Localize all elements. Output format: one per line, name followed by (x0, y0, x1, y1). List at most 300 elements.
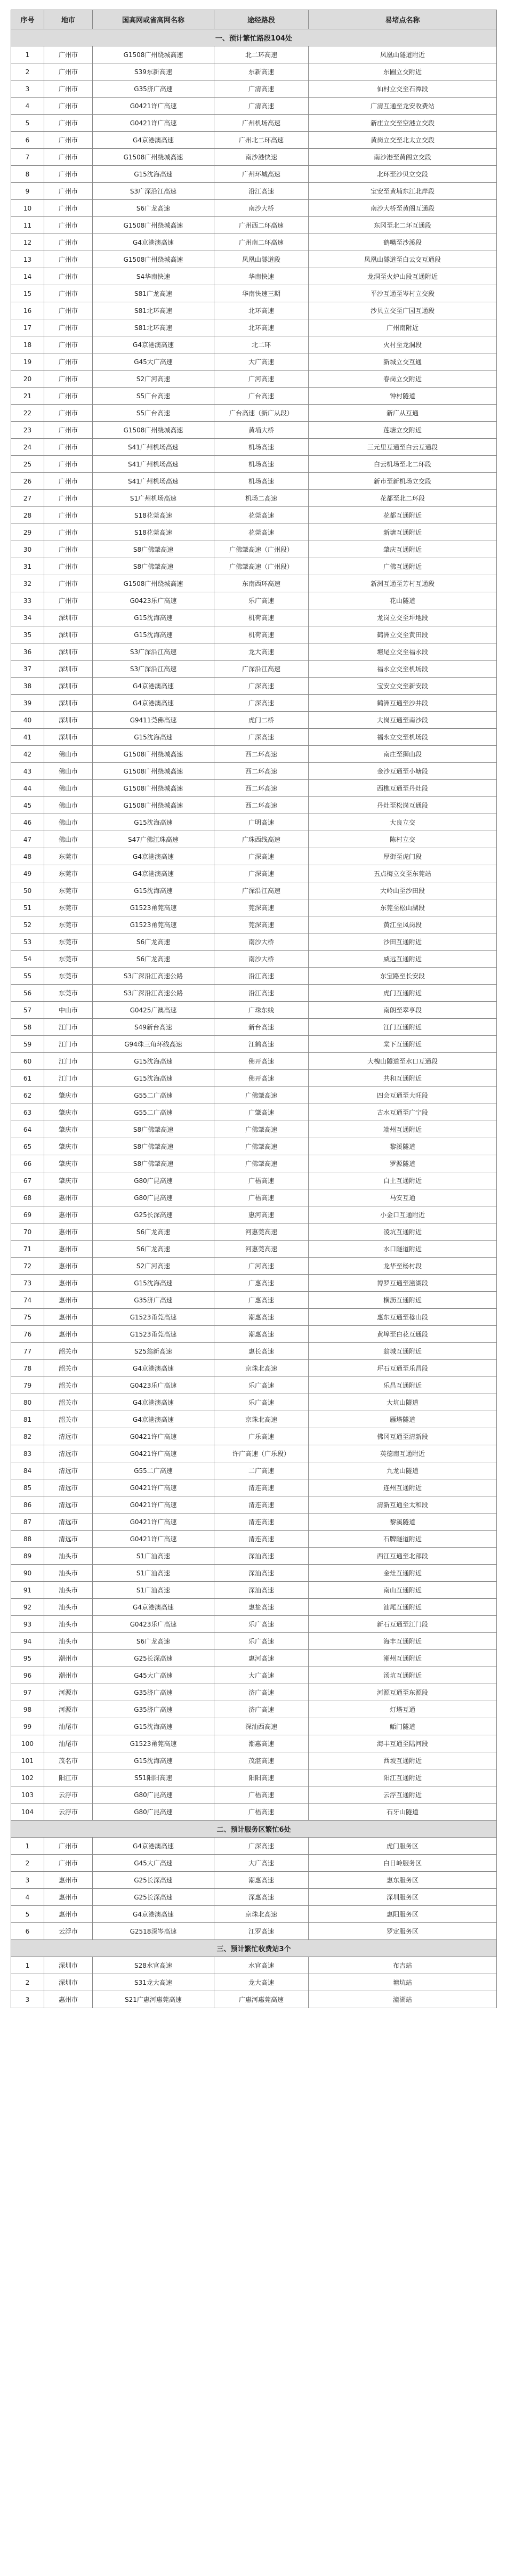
cell-road-section: 西二环高速 (214, 797, 309, 814)
cell-expressway-name: G4京港澳高速 (93, 848, 214, 865)
cell-road-section: 河惠莞高速 (214, 1241, 309, 1258)
cell-serial-number: 36 (11, 643, 44, 661)
cell-serial-number: 14 (11, 268, 44, 285)
cell-road-section: 沿江高速 (214, 968, 309, 985)
cell-city: 肇庆市 (44, 1155, 93, 1172)
cell-congestion-point: 佛冈互通至清新段 (309, 1428, 497, 1445)
cell-congestion-point: 水口隧道附近 (309, 1241, 497, 1258)
cell-expressway-name: S6广龙高速 (93, 200, 214, 217)
cell-expressway-name: G35济广高速 (93, 1701, 214, 1718)
cell-road-section: 广佛肇高速 (214, 1138, 309, 1155)
cell-city: 清远市 (44, 1531, 93, 1548)
cell-road-section: 广佛肇高速（广州段） (214, 541, 309, 558)
cell-road-section: 广明高速 (214, 814, 309, 831)
cell-expressway-name: S81北环高速 (93, 302, 214, 319)
cell-road-section: 广深高速 (214, 848, 309, 865)
cell-expressway-name: G0423乐广高速 (93, 1377, 214, 1394)
cell-serial-number: 67 (11, 1172, 44, 1189)
cell-expressway-name: G15沈海高速 (93, 1070, 214, 1087)
cell-congestion-point: 阳江互通附近 (309, 1769, 497, 1786)
cell-serial-number: 95 (11, 1650, 44, 1667)
cell-congestion-point: 连州互通附近 (309, 1479, 497, 1496)
cell-expressway-name: S1广汕高速 (93, 1565, 214, 1582)
cell-serial-number: 13 (11, 251, 44, 268)
cell-serial-number: 45 (11, 797, 44, 814)
cell-serial-number: 1 (11, 1957, 44, 1974)
cell-expressway-name: S41广州机场高速 (93, 456, 214, 473)
cell-road-section: 深汕西高速 (214, 1718, 309, 1735)
cell-city: 广州市 (44, 524, 93, 541)
cell-serial-number: 12 (11, 234, 44, 251)
cell-serial-number: 99 (11, 1718, 44, 1735)
cell-city: 潮州市 (44, 1650, 93, 1667)
cell-congestion-point: 鹤洲互通至沙井段 (309, 695, 497, 712)
cell-city: 惠州市 (44, 1326, 93, 1343)
cell-city: 河源市 (44, 1701, 93, 1718)
cell-road-section: 东新高速 (214, 63, 309, 80)
cell-road-section: 沿江高速 (214, 985, 309, 1002)
cell-road-section: 二广高速 (214, 1462, 309, 1479)
table-row (11, 1121, 497, 1138)
cell-serial-number: 43 (11, 763, 44, 780)
cell-city: 佛山市 (44, 780, 93, 797)
cell-expressway-name: S51阳阳高速 (93, 1769, 214, 1786)
cell-expressway-name: G35济广高速 (93, 1292, 214, 1309)
cell-serial-number: 53 (11, 933, 44, 951)
cell-road-section: 机场高速 (214, 456, 309, 473)
cell-road-section: 广州南二环高速 (214, 234, 309, 251)
table-row (11, 916, 497, 933)
table-row (11, 1138, 497, 1155)
cell-expressway-name: S28水官高速 (93, 1957, 214, 1974)
table-row (11, 63, 497, 80)
table-row (11, 166, 497, 183)
cell-expressway-name: G15沈海高速 (93, 882, 214, 899)
cell-city: 云浮市 (44, 1804, 93, 1821)
cell-city: 广州市 (44, 183, 93, 200)
cell-serial-number: 59 (11, 1036, 44, 1053)
cell-expressway-name: S18花莞高速 (93, 507, 214, 524)
cell-road-section: 深汕高速 (214, 1548, 309, 1565)
cell-serial-number: 11 (11, 217, 44, 234)
cell-road-section: 乐广高速 (214, 1616, 309, 1633)
cell-road-section: 广深高速 (214, 865, 309, 882)
cell-city: 茂名市 (44, 1752, 93, 1769)
cell-congestion-point: 平沙互通至岑村立交段 (309, 285, 497, 302)
table-row (11, 302, 497, 319)
cell-congestion-point: 新市至新机场立交段 (309, 473, 497, 490)
cell-congestion-point: 英德南互通附近 (309, 1445, 497, 1462)
cell-city: 汕尾市 (44, 1718, 93, 1735)
cell-city: 东莞市 (44, 865, 93, 882)
cell-road-section: 广台高速 (214, 388, 309, 405)
cell-congestion-point: 北环至沙贝立交段 (309, 166, 497, 183)
cell-city: 云浮市 (44, 1786, 93, 1804)
cell-road-section: 广珠东线 (214, 1002, 309, 1019)
table-row (11, 1855, 497, 1872)
cell-road-section: 潮惠高速 (214, 1326, 309, 1343)
table-row (11, 353, 497, 371)
cell-serial-number: 24 (11, 439, 44, 456)
table-row (11, 1923, 497, 1940)
cell-road-section: 广州机场高速 (214, 115, 309, 132)
cell-congestion-point: 龙洞至火炉山段互通附近 (309, 268, 497, 285)
table-row (11, 371, 497, 388)
cell-city: 东莞市 (44, 968, 93, 985)
cell-serial-number: 4 (11, 98, 44, 115)
table-row (11, 1155, 497, 1172)
cell-road-section: 惠盐高速 (214, 1599, 309, 1616)
cell-congestion-point: 福永立交至机场段 (309, 661, 497, 678)
cell-congestion-point: 罗定服务区 (309, 1923, 497, 1940)
table-row (11, 951, 497, 968)
table-row (11, 865, 497, 882)
cell-congestion-point: 南沙港至黄阁立交段 (309, 149, 497, 166)
table-row (11, 132, 497, 149)
cell-serial-number: 93 (11, 1616, 44, 1633)
table-row (11, 473, 497, 490)
cell-expressway-name: G1508广州绕城高速 (93, 797, 214, 814)
cell-city: 广州市 (44, 251, 93, 268)
cell-serial-number: 48 (11, 848, 44, 865)
cell-road-section: 广清高速 (214, 80, 309, 98)
cell-congestion-point: 宝安立交至新安段 (309, 678, 497, 695)
cell-serial-number: 82 (11, 1428, 44, 1445)
cell-road-section: 惠长高速 (214, 1343, 309, 1360)
cell-expressway-name: G25长深高速 (93, 1872, 214, 1889)
table-row (11, 1002, 497, 1019)
cell-congestion-point: 西江互通至北部段 (309, 1548, 497, 1565)
cell-expressway-name: G1523甬莞高速 (93, 1326, 214, 1343)
cell-expressway-name: G80广昆高速 (93, 1786, 214, 1804)
cell-expressway-name: S47广佛江珠高速 (93, 831, 214, 848)
cell-serial-number: 69 (11, 1206, 44, 1223)
cell-road-section: 西二环高速 (214, 780, 309, 797)
cell-expressway-name: G1508广州绕城高速 (93, 217, 214, 234)
cell-serial-number: 3 (11, 1991, 44, 2008)
cell-road-section: 广州西二环高速 (214, 217, 309, 234)
cell-congestion-point: 沙田互通附近 (309, 933, 497, 951)
cell-expressway-name: S3广深沿江高速 (93, 183, 214, 200)
cell-congestion-point: 南庄至狮山段 (309, 746, 497, 763)
cell-road-section: 广佛肇高速（广州段） (214, 558, 309, 575)
cell-city: 清远市 (44, 1445, 93, 1462)
table-row (11, 1735, 497, 1752)
cell-serial-number: 47 (11, 831, 44, 848)
table-row (11, 1582, 497, 1599)
cell-serial-number: 19 (11, 353, 44, 371)
table-row (11, 456, 497, 473)
cell-expressway-name: G0421许广高速 (93, 1479, 214, 1496)
cell-city: 广州市 (44, 592, 93, 609)
cell-serial-number: 78 (11, 1360, 44, 1377)
cell-congestion-point: 鲘门隧道 (309, 1718, 497, 1735)
cell-expressway-name: S3广深沿江高速公路 (93, 985, 214, 1002)
cell-road-section: 花莞高速 (214, 524, 309, 541)
cell-expressway-name: S3广深沿江高速 (93, 643, 214, 661)
cell-expressway-name: S81北环高速 (93, 319, 214, 336)
cell-road-section: 南沙大桥 (214, 933, 309, 951)
table-row (11, 661, 497, 678)
cell-expressway-name: G4京港澳高速 (93, 695, 214, 712)
cell-congestion-point: 凤凰山隧道至白云交互通段 (309, 251, 497, 268)
cell-congestion-point: 塘坑站 (309, 1974, 497, 1991)
cell-serial-number: 42 (11, 746, 44, 763)
cell-expressway-name: G45大广高速 (93, 1667, 214, 1684)
table-row (11, 1394, 497, 1411)
cell-expressway-name: G1508广州绕城高速 (93, 46, 214, 63)
cell-city: 东莞市 (44, 985, 93, 1002)
cell-serial-number: 15 (11, 285, 44, 302)
cell-road-section: 惠河高速 (214, 1650, 309, 1667)
table-row (11, 712, 497, 729)
cell-city: 深圳市 (44, 609, 93, 626)
table-row (11, 780, 497, 797)
cell-expressway-name: G1523甬莞高速 (93, 916, 214, 933)
cell-road-section: 惠河高速 (214, 1206, 309, 1223)
cell-city: 中山市 (44, 1002, 93, 1019)
cell-congestion-point: 陈村立交 (309, 831, 497, 848)
table-row (11, 1241, 497, 1258)
cell-expressway-name: G55二广高速 (93, 1104, 214, 1121)
cell-congestion-point: 五点梅立交至东莞站 (309, 865, 497, 882)
cell-city: 广州市 (44, 473, 93, 490)
cell-serial-number: 73 (11, 1275, 44, 1292)
cell-expressway-name: G25长深高速 (93, 1889, 214, 1906)
cell-serial-number: 39 (11, 695, 44, 712)
cell-serial-number: 54 (11, 951, 44, 968)
cell-expressway-name: G80广昆高速 (93, 1189, 214, 1206)
cell-city: 广州市 (44, 558, 93, 575)
cell-expressway-name: G0421许广高速 (93, 98, 214, 115)
cell-expressway-name: G0421许广高速 (93, 1531, 214, 1548)
cell-expressway-name: S2广河高速 (93, 1258, 214, 1275)
cell-congestion-point: 凤凰山隧道附近 (309, 46, 497, 63)
cell-serial-number: 88 (11, 1531, 44, 1548)
cell-city: 江门市 (44, 1053, 93, 1070)
header-expressway-name: 国高网或省高网名称 (93, 10, 214, 29)
cell-congestion-point: 塘尾立交至福永段 (309, 643, 497, 661)
cell-road-section: 广深高速 (214, 729, 309, 746)
cell-road-section: 虎门二桥 (214, 712, 309, 729)
cell-road-section: 京珠北高速 (214, 1906, 309, 1923)
cell-serial-number: 20 (11, 371, 44, 388)
cell-congestion-point: 大岭山至沙田段 (309, 882, 497, 899)
cell-expressway-name: G1508广州绕城高速 (93, 780, 214, 797)
cell-road-section: 广惠高速 (214, 1275, 309, 1292)
cell-expressway-name: S81广龙高速 (93, 285, 214, 302)
table-row (11, 1650, 497, 1667)
table-row (11, 1786, 497, 1804)
table-row (11, 1496, 497, 1514)
cell-congestion-point: 博罗互通至潼湖段 (309, 1275, 497, 1292)
cell-city: 广州市 (44, 200, 93, 217)
cell-city: 惠州市 (44, 1223, 93, 1241)
cell-congestion-point: 西坡互通附近 (309, 1752, 497, 1769)
cell-congestion-point: 凌坑互通附近 (309, 1223, 497, 1241)
cell-expressway-name: G4京港澳高速 (93, 1411, 214, 1428)
cell-congestion-point: 新塘互通附近 (309, 524, 497, 541)
table-row (11, 1053, 497, 1070)
table-row (11, 592, 497, 609)
cell-road-section: 济广高速 (214, 1684, 309, 1701)
cell-serial-number: 71 (11, 1241, 44, 1258)
cell-city: 清远市 (44, 1428, 93, 1445)
cell-city: 广州市 (44, 268, 93, 285)
cell-city: 阳江市 (44, 1769, 93, 1786)
cell-expressway-name: G0423乐广高速 (93, 592, 214, 609)
cell-road-section: 佛开高速 (214, 1070, 309, 1087)
cell-expressway-name: G15沈海高速 (93, 626, 214, 643)
cell-serial-number: 41 (11, 729, 44, 746)
table-row (11, 200, 497, 217)
cell-city: 深圳市 (44, 712, 93, 729)
cell-city: 深圳市 (44, 1974, 93, 1991)
cell-expressway-name: G0421许广高速 (93, 1514, 214, 1531)
cell-congestion-point: 东宝路至长安段 (309, 968, 497, 985)
cell-congestion-point: 黄岗立交至北太立交段 (309, 132, 497, 149)
cell-congestion-point: 潮州互通附近 (309, 1650, 497, 1667)
cell-city: 深圳市 (44, 626, 93, 643)
cell-city: 惠州市 (44, 1189, 93, 1206)
cell-expressway-name: G45大广高速 (93, 353, 214, 371)
cell-road-section: 广河高速 (214, 371, 309, 388)
cell-city: 广州市 (44, 166, 93, 183)
table-row (11, 763, 497, 780)
table-row (11, 1479, 497, 1496)
cell-road-section: 乐广高速 (214, 1377, 309, 1394)
cell-serial-number: 16 (11, 302, 44, 319)
cell-congestion-point: 清新互通至太和段 (309, 1496, 497, 1514)
cell-expressway-name: S8广佛肇高速 (93, 1121, 214, 1138)
table-row (11, 1514, 497, 1531)
cell-serial-number: 97 (11, 1684, 44, 1701)
cell-serial-number: 94 (11, 1633, 44, 1650)
cell-city: 清远市 (44, 1462, 93, 1479)
cell-congestion-point: 潼湖站 (309, 1991, 497, 2008)
cell-serial-number: 2 (11, 1974, 44, 1991)
cell-road-section: 广惠高速 (214, 1292, 309, 1309)
cell-city: 汕头市 (44, 1548, 93, 1565)
cell-congestion-point: 福永立交至机场段 (309, 729, 497, 746)
cell-serial-number: 22 (11, 405, 44, 422)
table-row (11, 1872, 497, 1889)
cell-city: 广州市 (44, 507, 93, 524)
cell-serial-number: 76 (11, 1326, 44, 1343)
cell-city: 肇庆市 (44, 1087, 93, 1104)
cell-congestion-point: 惠东服务区 (309, 1872, 497, 1889)
cell-serial-number: 89 (11, 1548, 44, 1565)
cell-congestion-point: 海丰互通至陆河段 (309, 1735, 497, 1752)
cell-city: 汕头市 (44, 1582, 93, 1599)
cell-congestion-point: 新石互通至江门段 (309, 1616, 497, 1633)
cell-expressway-name: G1523甬莞高速 (93, 1735, 214, 1752)
cell-city: 肇庆市 (44, 1172, 93, 1189)
cell-congestion-point: 共和互通附近 (309, 1070, 497, 1087)
section-title: 三、预计繁忙收费站3个 (11, 1940, 497, 1957)
cell-congestion-point: 黄江至凤岗段 (309, 916, 497, 933)
cell-road-section: 北二环 (214, 336, 309, 353)
cell-serial-number: 90 (11, 1565, 44, 1582)
cell-road-section: 机荷高速 (214, 609, 309, 626)
cell-road-section: 潮惠高速 (214, 1735, 309, 1752)
cell-serial-number: 56 (11, 985, 44, 1002)
cell-congestion-point: 南山互通附近 (309, 1582, 497, 1599)
cell-expressway-name: S6广龙高速 (93, 951, 214, 968)
cell-serial-number: 26 (11, 473, 44, 490)
cell-serial-number: 57 (11, 1002, 44, 1019)
cell-serial-number: 29 (11, 524, 44, 541)
cell-road-section: 华南快速三期 (214, 285, 309, 302)
cell-expressway-name: S8广佛肇高速 (93, 558, 214, 575)
cell-city: 广州市 (44, 234, 93, 251)
cell-city: 广州市 (44, 490, 93, 507)
cell-serial-number: 46 (11, 814, 44, 831)
cell-serial-number: 1 (11, 1838, 44, 1855)
cell-road-section: 广深高速 (214, 695, 309, 712)
cell-city: 广州市 (44, 1855, 93, 1872)
cell-road-section: 龙大高速 (214, 1974, 309, 1991)
header-serial-number: 序号 (11, 10, 44, 29)
cell-congestion-point: 沙贝立交至广园互通段 (309, 302, 497, 319)
cell-congestion-point: 四会互通至大旺段 (309, 1087, 497, 1104)
cell-serial-number: 84 (11, 1462, 44, 1479)
cell-congestion-point: 汕尾互通附近 (309, 1599, 497, 1616)
cell-road-section: 新台高速 (214, 1019, 309, 1036)
cell-congestion-point: 南沙大桥至黄阁互通段 (309, 200, 497, 217)
cell-city: 清远市 (44, 1496, 93, 1514)
cell-city: 汕尾市 (44, 1735, 93, 1752)
cell-congestion-point: 汤坑互通附近 (309, 1667, 497, 1684)
cell-serial-number: 38 (11, 678, 44, 695)
cell-road-section: 潮惠高速 (214, 1872, 309, 1889)
cell-congestion-point: 石牌隧道附近 (309, 1531, 497, 1548)
cell-expressway-name: G15沈海高速 (93, 1718, 214, 1735)
table-row (11, 729, 497, 746)
cell-city: 惠州市 (44, 1258, 93, 1275)
cell-congestion-point: 广州南附近 (309, 319, 497, 336)
cell-congestion-point: 广清互通至龙安收费站 (309, 98, 497, 115)
cell-city: 东莞市 (44, 882, 93, 899)
cell-city: 东莞市 (44, 899, 93, 916)
cell-road-section: 广肇高速 (214, 1104, 309, 1121)
cell-congestion-point: 花山隧道 (309, 592, 497, 609)
header-road-section: 途经路段 (214, 10, 309, 29)
cell-city: 深圳市 (44, 661, 93, 678)
cell-congestion-point: 新广从互通 (309, 405, 497, 422)
cell-serial-number: 75 (11, 1309, 44, 1326)
cell-congestion-point: 小金口互通附近 (309, 1206, 497, 1223)
cell-road-section: 乐广高速 (214, 592, 309, 609)
cell-city: 惠州市 (44, 1275, 93, 1292)
table-row (11, 524, 497, 541)
cell-road-section: 潮惠高速 (214, 1309, 309, 1326)
cell-city: 广州市 (44, 1838, 93, 1855)
cell-road-section: 黄埔大桥 (214, 422, 309, 439)
cell-expressway-name: G80广昆高速 (93, 1172, 214, 1189)
cell-road-section: 广深沿江高速 (214, 882, 309, 899)
table-row (11, 405, 497, 422)
table-row (11, 422, 497, 439)
cell-congestion-point: 江门互通附近 (309, 1019, 497, 1036)
cell-city: 江门市 (44, 1070, 93, 1087)
cell-serial-number: 6 (11, 132, 44, 149)
cell-expressway-name: G1508广州绕城高速 (93, 251, 214, 268)
cell-road-section: 凤凰山隧道段 (214, 251, 309, 268)
table-row (11, 968, 497, 985)
cell-serial-number: 44 (11, 780, 44, 797)
cell-serial-number: 68 (11, 1189, 44, 1206)
